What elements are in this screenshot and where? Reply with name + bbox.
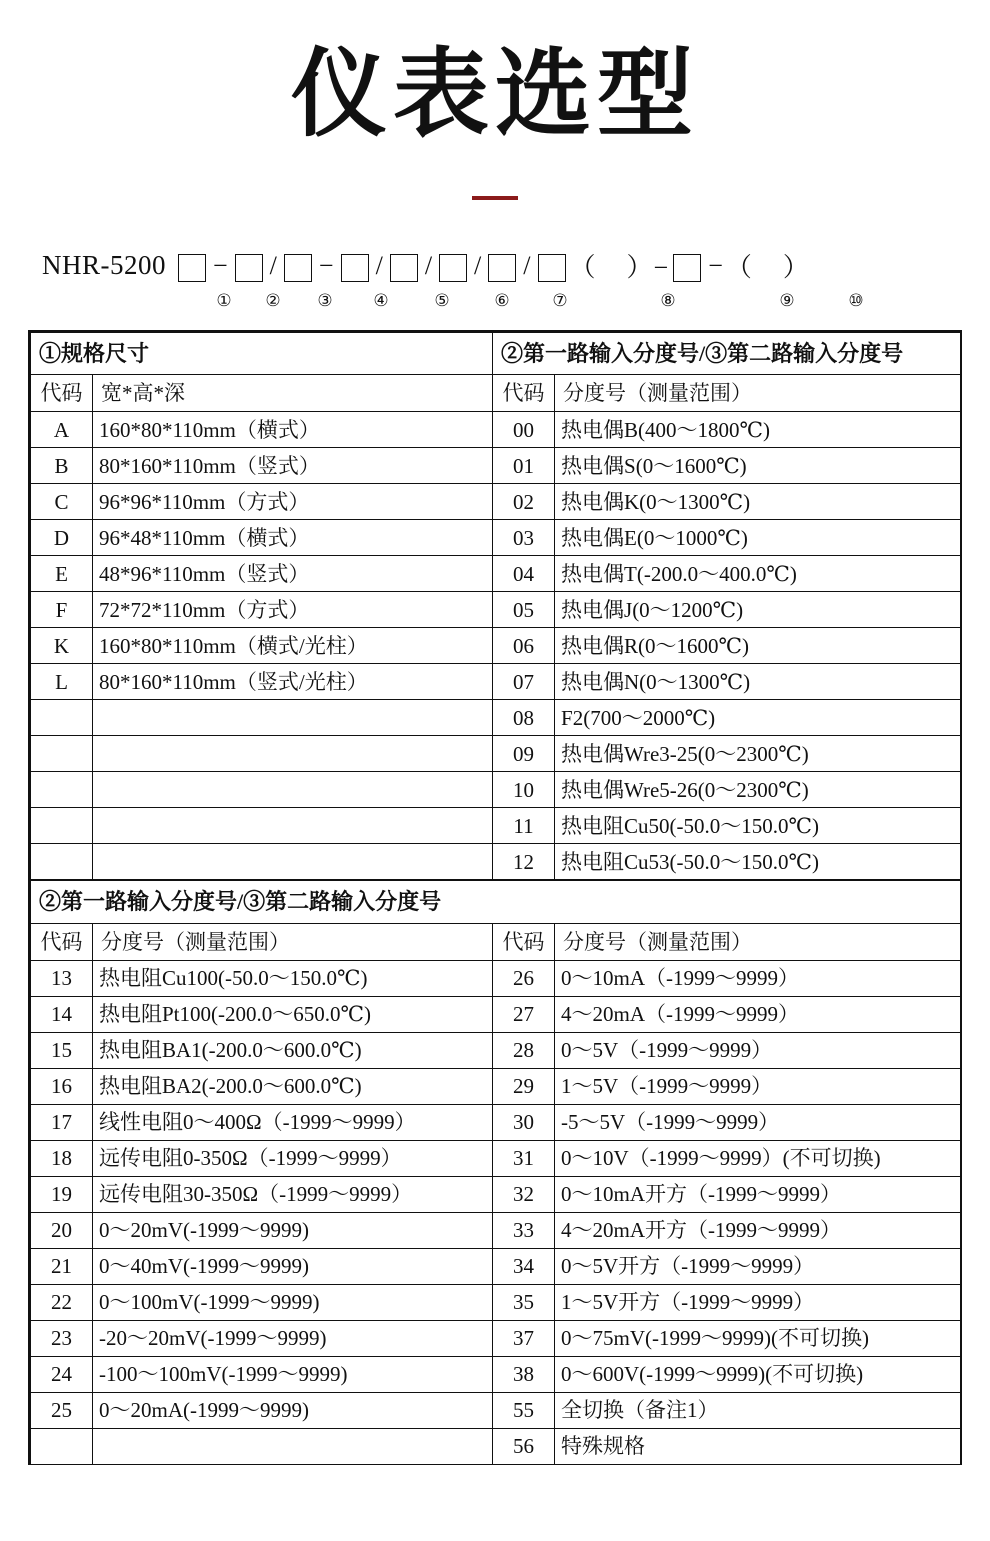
input-desc: 热电偶S(0～1600℃)	[555, 448, 961, 484]
model-dash-2: −	[318, 250, 334, 280]
input-code: 35	[493, 1285, 555, 1321]
model-slash-4: /	[474, 250, 482, 280]
input-code: 18	[31, 1141, 93, 1177]
table-row	[31, 700, 961, 736]
input-code: 38	[493, 1357, 555, 1393]
input-code: 12	[493, 844, 555, 880]
input-code: 17	[31, 1105, 93, 1141]
input-desc: 热电偶Wre5-26(0～2300℃)	[555, 772, 961, 808]
input-desc: -5～5V（-1999～9999）	[555, 1105, 961, 1141]
input-code: 33	[493, 1213, 555, 1249]
model-dash-1: −	[213, 250, 228, 280]
input-code: 10	[493, 772, 555, 808]
model-slot-9	[673, 254, 701, 282]
input-desc: 0～10mA开方（-1999～9999）	[555, 1177, 961, 1213]
page-title: 仪表选型	[291, 41, 699, 148]
size-code: C	[31, 484, 93, 520]
model-paren-1: （ ）−	[569, 253, 670, 283]
input-desc: 4～20mA开方（-1999～9999）	[555, 1213, 961, 1249]
table-row	[31, 1285, 961, 1321]
size-desc: 160*80*110mm（横式）	[93, 412, 493, 448]
input-code: 05	[493, 592, 555, 628]
input-code: 01	[493, 448, 555, 484]
model-index-9: ⑨	[779, 290, 795, 310]
input-desc: 热电阻Cu53(-50.0～150.0℃)	[555, 844, 961, 880]
table-row	[31, 1321, 961, 1357]
input-code: 22	[31, 1285, 93, 1321]
model-slot-4	[341, 254, 369, 282]
input-desc: 热电偶R(0～1600℃)	[555, 628, 961, 664]
input-code: 13	[31, 961, 93, 997]
table-row	[31, 961, 961, 997]
input-code: 34	[493, 1249, 555, 1285]
section1-header-right: ②第一路输入分度号/③第二路输入分度号	[493, 332, 961, 375]
model-slot-5	[390, 254, 418, 282]
size-code: K	[31, 628, 93, 664]
input-desc: 热电阻BA2(-200.0～600.0℃)	[93, 1069, 493, 1105]
size-desc: 80*160*110mm（竖式/光柱）	[93, 664, 493, 700]
model-index-row	[42, 288, 990, 314]
input-desc: 1～5V（-1999～9999）	[555, 1069, 961, 1105]
input-code: 08	[493, 700, 555, 736]
input-code: 31	[493, 1141, 555, 1177]
model-index-10: ⑩	[848, 290, 864, 310]
input-code: 02	[493, 484, 555, 520]
table-row	[31, 736, 961, 772]
input-desc: 0～75mV(-1999～9999)(不可切换)	[555, 1321, 961, 1357]
table-row	[31, 332, 961, 375]
spacer-cell	[31, 772, 93, 808]
input-desc: 远传电阻0-350Ω（-1999～9999）	[93, 1141, 493, 1177]
spacer-cell	[31, 808, 93, 844]
table-row	[31, 772, 961, 808]
table-row	[31, 375, 961, 412]
col-head-code-right: 代码	[493, 923, 555, 960]
size-desc: 160*80*110mm（横式/光柱）	[93, 628, 493, 664]
input-code: 25	[31, 1393, 93, 1429]
table-row	[31, 1213, 961, 1249]
input-code: 32	[493, 1177, 555, 1213]
table-row	[31, 881, 961, 924]
input-desc: 热电偶K(0～1300℃)	[555, 484, 961, 520]
size-code: E	[31, 556, 93, 592]
table-row	[31, 1249, 961, 1285]
input-desc: 0～10mA（-1999～9999）	[555, 961, 961, 997]
col-head-code-left: 代码	[31, 375, 93, 412]
model-dash-3: −	[708, 250, 723, 280]
table-row	[31, 1393, 961, 1429]
table-row	[31, 1105, 961, 1141]
model-code-line	[42, 246, 990, 286]
input-code: 11	[493, 808, 555, 844]
spacer-cell	[93, 700, 493, 736]
input-desc: 热电偶T(-200.0～400.0℃)	[555, 556, 961, 592]
model-index-5: ⑤	[434, 290, 450, 310]
input-desc: 0～600V(-1999～9999)(不可切换)	[555, 1357, 961, 1393]
input-code: 28	[493, 1033, 555, 1069]
input-code: 19	[31, 1177, 93, 1213]
table-row	[31, 1069, 961, 1105]
model-paren-2: （ ）	[725, 253, 810, 283]
col-head-range-left: 分度号（测量范围）	[93, 923, 493, 960]
model-index-3: ③	[317, 290, 333, 310]
table-row	[31, 1357, 961, 1393]
input-desc: F2(700～2000℃)	[555, 700, 961, 736]
input-desc: 热电偶N(0～1300℃)	[555, 664, 961, 700]
selection-tables	[28, 330, 962, 1466]
input-desc: 热电偶E(0～1000℃)	[555, 520, 961, 556]
input-code: 14	[31, 997, 93, 1033]
table-row	[31, 1033, 961, 1069]
model-prefix: NHR-5200	[42, 250, 166, 281]
table-row	[31, 664, 961, 700]
model-slash-3: /	[424, 250, 433, 280]
spacer-cell	[93, 808, 493, 844]
input-desc: 全切换（备注1）	[555, 1393, 961, 1429]
input-desc: 0～5V（-1999～9999）	[555, 1033, 961, 1069]
table-row	[31, 592, 961, 628]
input-desc: 热电阻Cu100(-50.0～150.0℃)	[93, 961, 493, 997]
spacer-cell	[93, 844, 493, 880]
table-section-2	[30, 880, 961, 1465]
col-head-code-left: 代码	[31, 923, 93, 960]
input-code: 03	[493, 520, 555, 556]
input-code: 16	[31, 1069, 93, 1105]
size-desc: 80*160*110mm（竖式）	[93, 448, 493, 484]
model-slash-1: /	[269, 250, 277, 280]
size-desc: 96*48*110mm（横式）	[93, 520, 493, 556]
input-desc: 热电阻BA1(-200.0～600.0℃)	[93, 1033, 493, 1069]
spacer-cell	[31, 700, 93, 736]
spacer-cell	[93, 736, 493, 772]
input-desc: 热电阻Cu50(-50.0～150.0℃)	[555, 808, 961, 844]
input-code: 00	[493, 412, 555, 448]
model-slash-2: /	[375, 250, 383, 280]
size-desc: 72*72*110mm（方式）	[93, 592, 493, 628]
model-slot-2	[235, 254, 263, 282]
input-desc: 热电偶B(400～1800℃)	[555, 412, 961, 448]
input-desc: 远传电阻30-350Ω（-1999～9999）	[93, 1177, 493, 1213]
input-code: 06	[493, 628, 555, 664]
section2-header: ②第一路输入分度号/③第二路输入分度号	[31, 881, 961, 924]
input-code: 24	[31, 1357, 93, 1393]
input-code: 20	[31, 1213, 93, 1249]
model-index-6: ⑥	[494, 290, 510, 310]
size-code: L	[31, 664, 93, 700]
col-head-range-right: 分度号（测量范围）	[555, 923, 961, 960]
input-desc: 1～5V开方（-1999～9999）	[555, 1285, 961, 1321]
size-code: D	[31, 520, 93, 556]
col-head-code-right: 代码	[493, 375, 555, 412]
input-code: 07	[493, 664, 555, 700]
size-code: F	[31, 592, 93, 628]
table-row	[31, 520, 961, 556]
table-row	[31, 556, 961, 592]
table-row	[31, 628, 961, 664]
title-divider	[472, 196, 518, 200]
input-code: 04	[493, 556, 555, 592]
model-slot-7	[488, 254, 516, 282]
table-row	[31, 448, 961, 484]
input-code: 55	[493, 1393, 555, 1429]
spacer-cell	[31, 736, 93, 772]
model-index-1: ①	[216, 290, 232, 310]
input-desc: 热电偶J(0～1200℃)	[555, 592, 961, 628]
input-desc: 0～5V开方（-1999～9999）	[555, 1249, 961, 1285]
model-index-2: ②	[265, 290, 281, 310]
table-row	[31, 844, 961, 880]
spacer-cell	[31, 1429, 93, 1465]
table-row	[31, 1177, 961, 1213]
col-head-range: 分度号（测量范围）	[555, 375, 961, 412]
input-desc: 4～20mA（-1999～9999）	[555, 997, 961, 1033]
input-code: 30	[493, 1105, 555, 1141]
input-code: 27	[493, 997, 555, 1033]
section1-header-left: ①规格尺寸	[31, 332, 493, 375]
input-code: 26	[493, 961, 555, 997]
input-desc: 0～10V（-1999～9999）(不可切换)	[555, 1141, 961, 1177]
input-desc: 特殊规格	[555, 1429, 961, 1465]
table-section-1	[30, 332, 961, 881]
table-row	[31, 484, 961, 520]
size-code: A	[31, 412, 93, 448]
input-desc: -20～20mV(-1999～9999)	[93, 1321, 493, 1357]
input-code: 15	[31, 1033, 93, 1069]
model-slot-1	[178, 254, 206, 282]
size-desc: 96*96*110mm（方式）	[93, 484, 493, 520]
input-code: 37	[493, 1321, 555, 1357]
size-desc: 48*96*110mm（竖式）	[93, 556, 493, 592]
model-code-block	[0, 246, 990, 324]
input-desc: 热电偶Wre3-25(0～2300℃)	[555, 736, 961, 772]
model-slash-5: /	[523, 250, 531, 280]
input-code: 23	[31, 1321, 93, 1357]
input-code: 56	[493, 1429, 555, 1465]
spacer-cell	[31, 844, 93, 880]
model-index-4: ④	[373, 290, 389, 310]
spacer-cell	[93, 1429, 493, 1465]
input-desc: 线性电阻0～400Ω（-1999～9999）	[93, 1105, 493, 1141]
input-desc: 热电阻Pt100(-200.0～650.0℃)	[93, 997, 493, 1033]
size-code: B	[31, 448, 93, 484]
input-code: 29	[493, 1069, 555, 1105]
input-desc: 0～100mV(-1999～9999)	[93, 1285, 493, 1321]
table-row	[31, 1141, 961, 1177]
table-row	[31, 923, 961, 960]
spacer-cell	[93, 772, 493, 808]
model-slot-3	[284, 254, 312, 282]
input-code: 21	[31, 1249, 93, 1285]
input-desc: 0～20mA(-1999～9999)	[93, 1393, 493, 1429]
input-desc: -100～100mV(-1999～9999)	[93, 1357, 493, 1393]
input-code: 09	[493, 736, 555, 772]
table-row	[31, 412, 961, 448]
col-head-size: 宽*高*深	[93, 375, 493, 412]
input-desc: 0～40mV(-1999～9999)	[93, 1249, 493, 1285]
model-index-8: ⑧	[660, 290, 676, 310]
model-index-7: ⑦	[552, 290, 568, 310]
model-slot-8	[538, 254, 566, 282]
model-slot-6	[439, 254, 467, 282]
table-row	[31, 1429, 961, 1465]
page-header	[0, 0, 990, 200]
table-row	[31, 808, 961, 844]
input-desc: 0～20mV(-1999～9999)	[93, 1213, 493, 1249]
table-row	[31, 997, 961, 1033]
